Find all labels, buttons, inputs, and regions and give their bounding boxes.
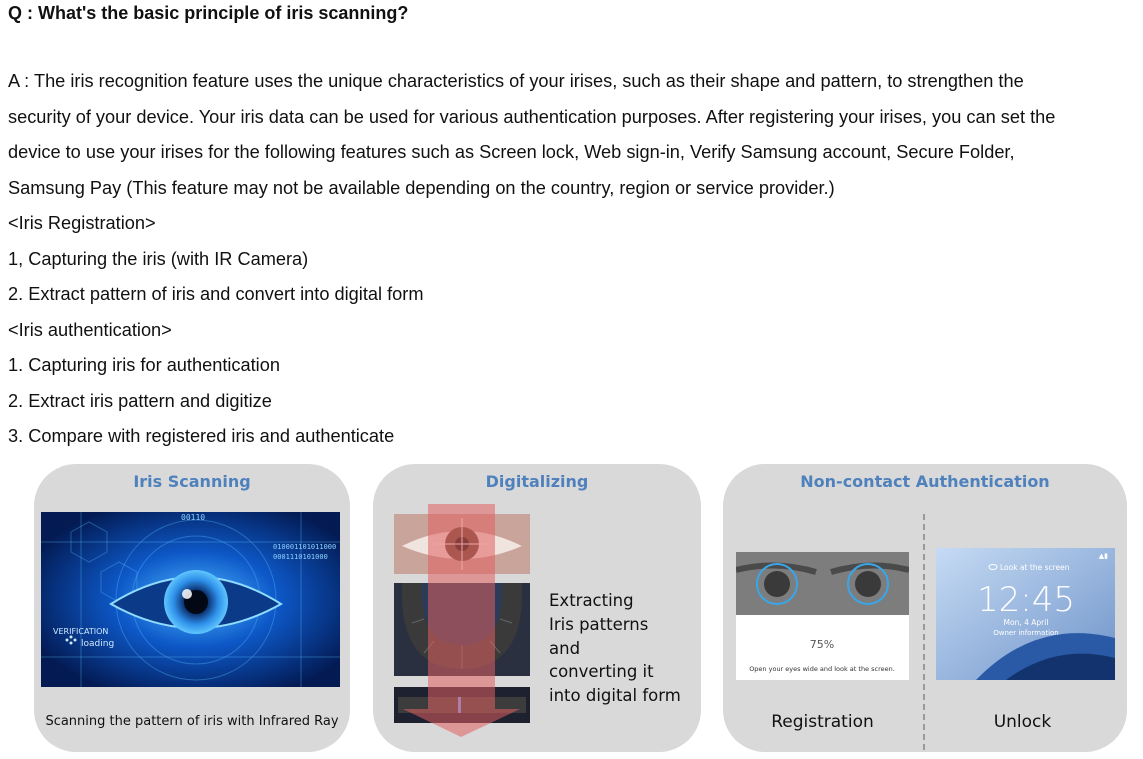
digitalizing-caption xyxy=(549,589,681,708)
answer-line: Samsung Pay (This feature may not be available depending on the country, region or service provider.) xyxy=(8,177,835,198)
caption-line: Extracting xyxy=(549,591,634,610)
divider xyxy=(923,514,925,750)
verification-text: VERIFICATION xyxy=(53,627,109,636)
caption-line: Iris patterns xyxy=(549,614,649,634)
scanning-caption: Scanning the pattern of iris with Infrared Ray xyxy=(45,714,339,729)
registration-step: 2. Extract pattern of iris and convert into digital form xyxy=(8,284,424,304)
answer-line: security of your device. Your iris data can be used for various authentication purposes. After registering your irises, you can set the xyxy=(8,106,1056,127)
look-text: Look at the screen xyxy=(1000,563,1070,572)
authentication-step: 1. Capturing iris for authentication xyxy=(8,355,280,375)
owner-info: Owner information xyxy=(993,629,1059,637)
iris-scan-image xyxy=(41,512,340,687)
authentication-step: 3. Compare with registered iris and authenticate xyxy=(8,426,395,446)
authentication-panel xyxy=(723,464,1127,752)
authentication-step: 2. Extract iris pattern and digitize xyxy=(8,390,272,411)
answer-line: A : The iris recognition feature uses the unique characteristics of your irises, such as their shape and pattern, to strengthen the xyxy=(8,71,1024,91)
binary-text: 010001101011000 xyxy=(273,543,337,551)
clock-date: Mon, 4 April xyxy=(1003,618,1049,627)
caption-line: converting it xyxy=(549,662,654,682)
panel-title: Non-contact Authentication xyxy=(800,472,1050,491)
panel-title: Digitalizing xyxy=(485,472,589,491)
authentication-heading: <Iris authentication> xyxy=(8,319,172,340)
unlock-label: Unlock xyxy=(993,712,1052,732)
caption-line: and xyxy=(549,638,581,658)
clock-time: 12:45 xyxy=(977,580,1075,620)
binary-text: 00110 xyxy=(181,513,206,522)
unlock-screen xyxy=(936,548,1115,680)
digitalizing-panel xyxy=(373,464,701,752)
registration-instruction: Open your eyes wide and look at the screen. xyxy=(749,665,895,673)
progress-percent: 75% xyxy=(809,638,835,651)
iris-scanning-panel xyxy=(34,464,350,752)
registration-step: 1, Capturing the iris (with IR Camera) xyxy=(8,248,309,269)
binary-text: 0001110101000 xyxy=(273,553,328,561)
registration-heading: <Iris Registration> xyxy=(8,213,156,233)
signal-icon: ▲▮ xyxy=(1098,552,1108,560)
answer-text xyxy=(8,64,1143,455)
answer-line: device to use your irises for the following features such as Screen lock, Web sign-in, Verify Samsung account, Secure Folder, xyxy=(8,142,1015,162)
registration-label: Registration xyxy=(771,712,874,732)
panel-title: Iris Scanning xyxy=(133,472,251,491)
question-heading: Q : What's the basic principle of iris scanning? xyxy=(8,3,409,23)
registration-screen xyxy=(736,552,909,680)
loading-text: loading xyxy=(81,639,115,649)
caption-line: into digital form xyxy=(549,686,681,706)
